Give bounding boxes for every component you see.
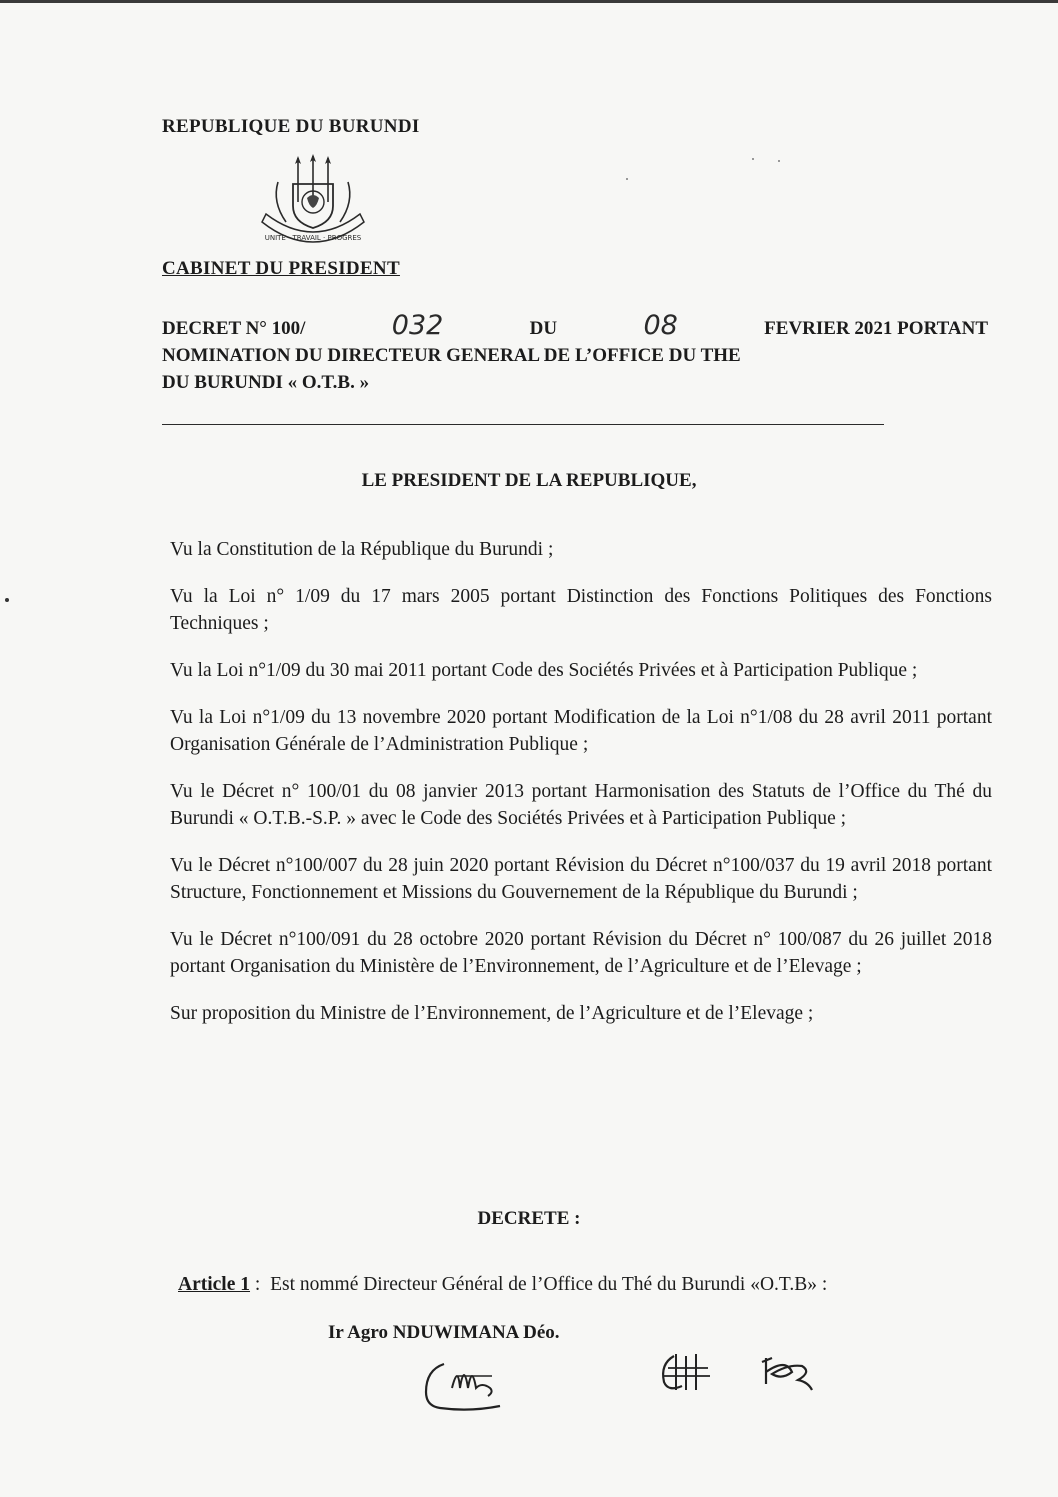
decree-title <box>162 312 988 396</box>
coat-of-arms-emblem <box>258 154 368 254</box>
decrete-heading: DECRETE : <box>477 1208 581 1229</box>
scan-speck <box>626 178 628 180</box>
handwritten-initials-signature <box>656 1350 716 1400</box>
article-1 <box>178 1274 827 1296</box>
scan-speck <box>778 160 780 162</box>
consideration-paragraph: Vu le Décret n°100/007 du 28 juin 2020 portant Révision du Décret n°100/037 du 19 avril 2018 portant Structure, Fonctionnement et Missions du Gouvernement de la République du Burundi ; <box>170 855 992 903</box>
nominee-name: Ir Agro NDUWIMANA Déo. <box>328 1322 560 1343</box>
article-label-sep: : <box>250 1274 261 1295</box>
handwritten-initials-signature <box>756 1354 816 1400</box>
consideration-paragraph: Vu le Décret n° 100/01 du 08 janvier 2013 portant Harmonisation des Statuts de l’Office du Thé du Burundi « O.T.B.-S.P. » avec le Code des Sociétés Privées et à Participation Publique ; <box>170 781 992 829</box>
title-separator-rule <box>162 424 884 425</box>
consideration-paragraph: Vu la Loi n°1/09 du 30 mai 2011 portant Code des Sociétés Privées et à Participation Publique ; <box>170 660 918 681</box>
decree-prefix: DECRET N° 100/ <box>162 318 306 339</box>
scan-speck <box>752 158 754 160</box>
decree-title-line3: DU BURUNDI « O.T.B. » <box>162 372 370 393</box>
decree-title-line2: NOMINATION DU DIRECTEUR GENERAL DE L’OFFICE DU THE <box>162 345 741 366</box>
handwritten-initials-signature <box>418 1358 514 1418</box>
decree-day-handwritten: 08 <box>643 310 678 341</box>
decree-title-line1-rest: FEVRIER 2021 PORTANT <box>764 318 988 339</box>
president-heading: LE PRESIDENT DE LA REPUBLIQUE, <box>361 470 697 491</box>
considerations-block <box>170 536 992 1047</box>
republic-heading: REPUBLIQUE DU BURUNDI <box>162 116 420 137</box>
article-text: Est nommé Directeur Général de l’Office du Thé du Burundi «O.T.B» : <box>270 1274 828 1295</box>
consideration-paragraph: Vu la Loi n° 1/09 du 17 mars 2005 portant Distinction des Fonctions Politiques des Fonctions Techniques ; <box>170 586 992 634</box>
decree-du: DU <box>529 318 558 339</box>
decree-number-handwritten: 032 <box>391 310 444 341</box>
consideration-paragraph: Vu la Loi n°1/09 du 13 novembre 2020 portant Modification de la Loi n°1/08 du 28 avril 2011 portant Organisation Générale de l’Administration Publique ; <box>170 707 992 755</box>
scan-speck <box>5 598 9 602</box>
article-label: Article 1 <box>178 1274 251 1295</box>
consideration-paragraph: Vu la Constitution de la République du Burundi ; <box>170 539 554 560</box>
consideration-paragraph: Sur proposition du Ministre de l’Environnement, de l’Agriculture et de l’Elevage ; <box>170 1003 814 1024</box>
cabinet-heading: CABINET DU PRESIDENT <box>162 258 400 279</box>
scan-top-edge <box>0 0 1058 3</box>
svg-text:UNITE · TRAVAIL · PROGRES: UNITE · TRAVAIL · PROGRES <box>264 234 362 242</box>
consideration-paragraph: Vu le Décret n°100/091 du 28 octobre 2020 portant Révision du Décret n° 100/087 du 26 juillet 2018 portant Organisation du Ministère de l’Environnement, de l’Agriculture et de l’Elevage ; <box>170 929 992 977</box>
